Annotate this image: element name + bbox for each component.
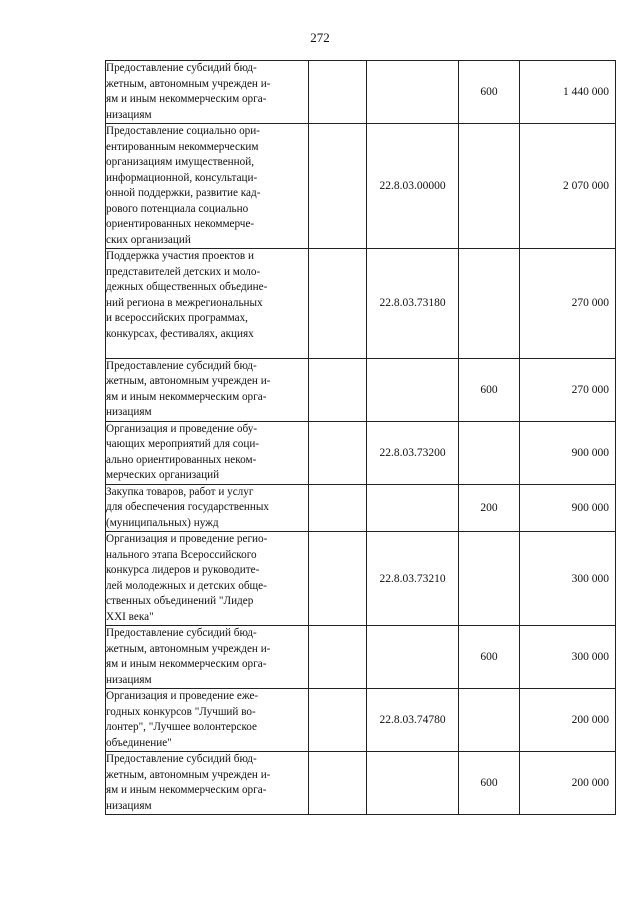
amount-cell: 300 000 bbox=[520, 626, 616, 689]
blank-cell bbox=[309, 124, 367, 249]
item-name-cell bbox=[106, 532, 309, 626]
item-name-line: низациям bbox=[106, 108, 152, 121]
expense-type-cell bbox=[459, 249, 520, 359]
target-code-cell bbox=[367, 484, 459, 532]
expense-type-cell: 600 bbox=[459, 358, 520, 421]
amount-cell: 200 000 bbox=[520, 689, 616, 752]
table-row bbox=[106, 626, 616, 689]
blank-cell bbox=[309, 358, 367, 421]
budget-table bbox=[105, 60, 616, 815]
amount-cell: 1 440 000 bbox=[520, 61, 616, 124]
item-name-cell bbox=[106, 61, 309, 124]
item-name-line: ям и иным некоммерческим орга- bbox=[106, 658, 267, 670]
expense-type-cell bbox=[459, 689, 520, 752]
amount-cell: 900 000 bbox=[520, 421, 616, 484]
item-name-cell bbox=[106, 689, 309, 752]
item-name-line: (муниципальных) нужд bbox=[106, 516, 219, 529]
target-code-cell: 22.8.03.73210 bbox=[367, 532, 459, 626]
item-name-line: информационной, консультаци- bbox=[106, 171, 258, 184]
expense-type-cell: 600 bbox=[459, 626, 520, 689]
item-name-line: и всероссийских программах, bbox=[106, 312, 248, 324]
amount-cell: 300 000 bbox=[520, 532, 616, 626]
item-name-line: дежных общественных объедине- bbox=[106, 281, 268, 293]
target-code-cell: 22.8.03.00000 bbox=[367, 124, 459, 249]
item-name-line bbox=[106, 342, 308, 358]
item-name-cell bbox=[106, 124, 309, 249]
target-code-cell: 22.8.03.74780 bbox=[367, 689, 459, 752]
item-name-line: нального этапа Всероссийского bbox=[106, 548, 257, 561]
item-name-line: Закупка товаров, работ и услуг bbox=[106, 485, 254, 498]
item-name-line: Организация и проведение регио- bbox=[106, 533, 268, 545]
item-name-line: чающих мероприятий для соци- bbox=[106, 438, 260, 450]
blank-cell bbox=[309, 484, 367, 532]
item-name-cell bbox=[106, 752, 309, 815]
item-name-line: для обеспечения государственных bbox=[106, 501, 270, 513]
item-name-line: организациям имущественной, bbox=[106, 156, 255, 168]
item-name-line: ских организаций bbox=[106, 233, 191, 246]
blank-cell bbox=[309, 249, 367, 359]
item-name-line: Предоставление субсидий бюд- bbox=[106, 627, 257, 639]
table-row bbox=[106, 124, 616, 249]
blank-cell bbox=[309, 61, 367, 124]
item-name-line: ально ориентированных неком- bbox=[106, 453, 257, 466]
item-name-line: конкурсах, фестивалях, акциях bbox=[106, 327, 254, 340]
item-name-line: ям и иным некоммерческим орга- bbox=[106, 784, 267, 796]
target-code-cell bbox=[367, 752, 459, 815]
item-name-line: Организация и проведение еже- bbox=[106, 690, 259, 702]
item-name-line: ентированным некоммерческим bbox=[106, 140, 259, 153]
item-name-line: жетным, автономным учрежден и- bbox=[106, 77, 271, 90]
item-name-line: низациям bbox=[106, 673, 152, 686]
item-name-line: жетным, автономным учрежден и- bbox=[106, 768, 271, 781]
table-row bbox=[106, 689, 616, 752]
amount-cell: 2 070 000 bbox=[520, 124, 616, 249]
item-name-cell bbox=[106, 626, 309, 689]
table-row bbox=[106, 249, 616, 359]
target-code-cell bbox=[367, 61, 459, 124]
blank-cell bbox=[309, 626, 367, 689]
blank-cell bbox=[309, 421, 367, 484]
item-name-line: ственных объединений "Лидер bbox=[106, 595, 254, 607]
table-row bbox=[106, 358, 616, 421]
item-name-line: годных конкурсов "Лучший во- bbox=[106, 705, 256, 718]
amount-cell: 900 000 bbox=[520, 484, 616, 532]
target-code-cell bbox=[367, 358, 459, 421]
page-number: 272 bbox=[310, 30, 330, 45]
table-row bbox=[106, 421, 616, 484]
item-name-line: Поддержка участия проектов и bbox=[106, 250, 254, 262]
blank-cell bbox=[309, 532, 367, 626]
target-code-cell bbox=[367, 626, 459, 689]
item-name-line: конкурса лидеров и руководите- bbox=[106, 564, 260, 576]
item-name-line: представителей детских и моло- bbox=[106, 265, 261, 278]
expense-type-cell: 600 bbox=[459, 61, 520, 124]
item-name-line: лонтер", "Лучшее волонтерское bbox=[106, 721, 258, 733]
table-row bbox=[106, 752, 616, 815]
item-name-line: мерческих организаций bbox=[106, 469, 220, 481]
blank-cell bbox=[309, 689, 367, 752]
item-name-line: ям и иным некоммерческим орга- bbox=[106, 390, 267, 403]
amount-cell: 270 000 bbox=[520, 249, 616, 359]
expense-type-cell: 600 bbox=[459, 752, 520, 815]
table-body bbox=[106, 61, 616, 815]
item-name-line: Организация и проведение обу- bbox=[106, 422, 258, 435]
target-code-cell: 22.8.03.73180 bbox=[367, 249, 459, 359]
item-name-line: XXI века" bbox=[106, 610, 154, 623]
item-name-line: Предоставление субсидий бюд- bbox=[106, 753, 257, 765]
blank-cell bbox=[309, 752, 367, 815]
item-name-line: низациям bbox=[106, 406, 152, 418]
expense-type-cell bbox=[459, 421, 520, 484]
item-name-line: Предоставление субсидий бюд- bbox=[106, 359, 257, 372]
item-name-line: Предоставление субсидий бюд- bbox=[106, 62, 257, 74]
item-name-line: жетным, автономным учрежден и- bbox=[106, 642, 271, 655]
expense-type-cell: 200 bbox=[459, 484, 520, 532]
item-name-line: рового потенциала социально bbox=[106, 202, 249, 215]
target-code-cell: 22.8.03.73200 bbox=[367, 421, 459, 484]
item-name-cell bbox=[106, 484, 309, 532]
item-name-line: ям и иным некоммерческим орга- bbox=[106, 93, 267, 105]
item-name-cell bbox=[106, 358, 309, 421]
item-name-line: низациям bbox=[106, 799, 152, 812]
item-name-line: жетным, автономным учрежден и- bbox=[106, 375, 271, 387]
expense-type-cell bbox=[459, 124, 520, 249]
table-row bbox=[106, 532, 616, 626]
amount-cell: 270 000 bbox=[520, 358, 616, 421]
expense-type-cell bbox=[459, 532, 520, 626]
item-name-line: объединение" bbox=[106, 736, 172, 749]
item-name-cell bbox=[106, 421, 309, 484]
item-name-line: лей молодежных и детских обще- bbox=[106, 579, 267, 592]
item-name-line: ориентированных некоммерче- bbox=[106, 218, 255, 230]
table-row bbox=[106, 61, 616, 124]
item-name-line: онной поддержки, развитие кад- bbox=[106, 187, 261, 199]
amount-cell: 200 000 bbox=[520, 752, 616, 815]
table-row bbox=[106, 484, 616, 532]
item-name-cell bbox=[106, 249, 309, 359]
item-name-line: ний региона в межрегиональных bbox=[106, 296, 263, 309]
item-name-line: Предоставление социально ори- bbox=[106, 125, 260, 137]
